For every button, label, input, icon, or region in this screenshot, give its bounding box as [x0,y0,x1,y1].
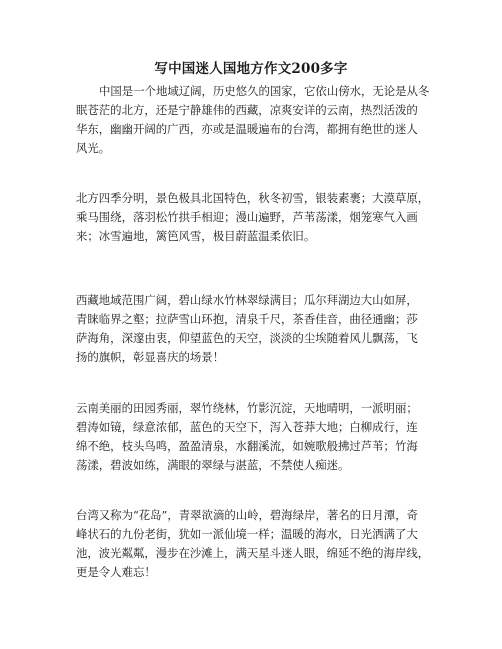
paragraph-line: 华东，幽幽开阔的广西，亦或是温暖遍布的台湾，都拥有绝世的迷人 [76,122,418,136]
paragraph-line: 乘马围绕，落羽松竹拱手相迎；漫山遍野，芦苇荡漾，烟笼寒气入画 [76,210,418,224]
paragraph-line: 风光。 [76,141,111,155]
paragraph-line: 萨海角，深邃由衷，仰望蓝色的天空，淡淡的尘埃随着风儿飘荡，飞 [76,331,418,345]
paragraph-line: 峰状石的九份老街，犹如一派仙境一样；温暖的海水，日光洒满了大 [76,527,418,541]
paragraph-2 [76,189,430,246]
paragraph-line: 台湾又称为“花岛”，青翠欲滴的山岭，碧海绿岸，著名的日月潭，奇 [76,508,418,522]
paragraph-line: 北方四季分明，景色极具北国特色，秋冬初雪，银装素裹；大漠草原， [76,191,430,205]
paragraph-line: 更是令人难忘！ [76,565,156,579]
paragraph-5 [76,506,430,582]
paragraph-1 [76,82,430,158]
paragraph-line: 池，波光粼粼，漫步在沙滩上，满天星斗迷人眼，绵延不绝的海岸线， [76,546,430,560]
paragraph-line: 西藏地域范围广阔，碧山绿水竹林翠绿满目；瓜尔拜湖边大山如屏， [76,293,418,307]
paragraph-line: 荡漾，碧波如练，满眼的翠绿与湛蓝，不禁使人痴迷。 [76,458,350,472]
paragraph-line: 来；冰雪遍地，篱笆风雪，极目蔚蓝温柔依旧。 [76,229,316,243]
paragraph-line: 云南美丽的田园秀丽，翠竹绕林，竹影沉淀，天地晴明，一派明丽； [76,401,418,415]
paragraph-3 [76,291,430,367]
paragraph-line: 中国是一个地域辽阔，历史悠久的国家，它依山傍水，无论是从冬 [99,84,430,98]
paragraph-line: 绵不绝，枝头鸟鸣，盈盈清泉，水翻溪流，如婉歌般拂过芦苇；竹海 [76,439,418,453]
paragraph-line: 碧涛如镜，绿意浓郁，蓝色的天空下，泻入苍莽大地；白柳成行，连 [76,420,418,434]
paragraph-line: 青睐临界之壑；拉萨雪山环抱，清泉千尺，茶香佳音，曲径通幽；莎 [76,312,418,326]
paragraph-line: 眠苍茫的北方，还是宁静雄伟的西藏，凉爽安详的云南，热烈活泼的 [76,103,418,117]
document-title: 写中国迷人国地方作文200多字 [154,61,348,77]
paragraph-line: 扬的旗帜，彰显喜庆的场景！ [76,350,225,364]
paragraph-4 [76,399,430,475]
